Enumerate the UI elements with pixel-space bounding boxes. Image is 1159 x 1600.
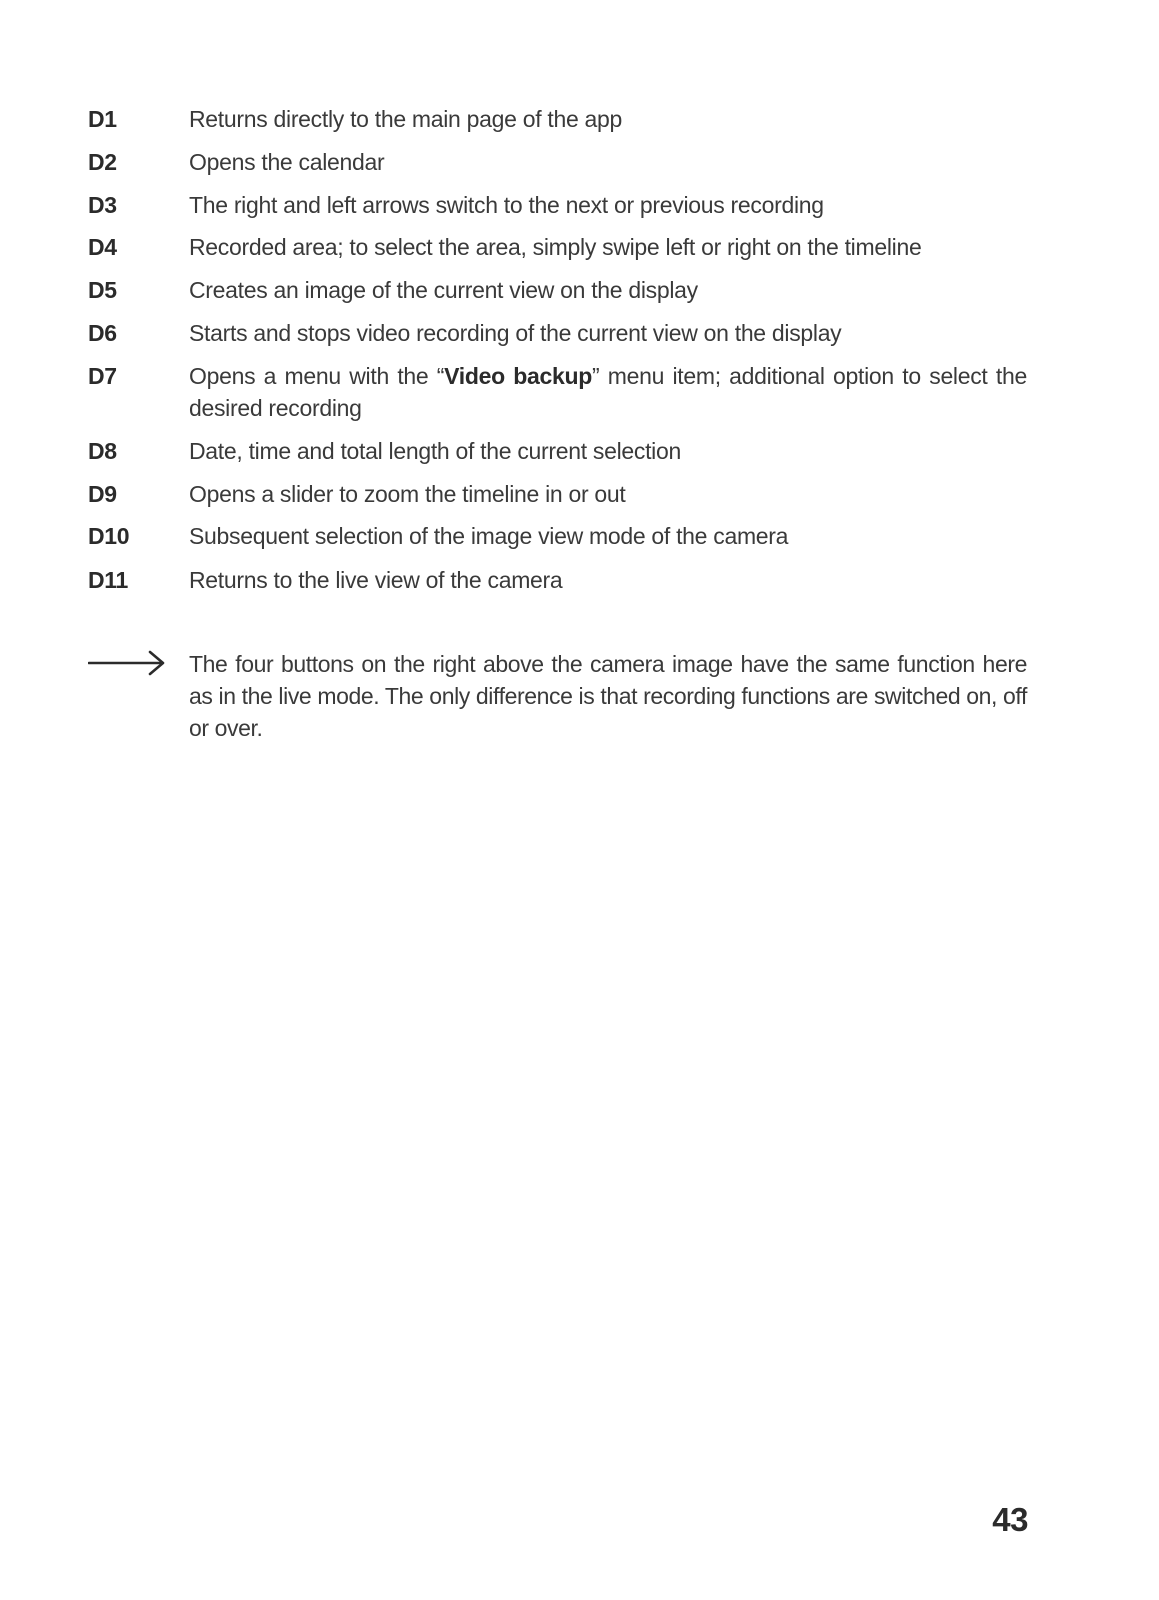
list-item-d5	[88, 274, 1028, 306]
item-description: Returns directly to the main page of the app	[189, 106, 623, 132]
list-item-d3	[88, 189, 1028, 221]
description-text: ” menu item; additional option to select the desired recording	[189, 363, 1027, 421]
item-description: Date, time and total length of the current selection	[189, 438, 681, 464]
item-description: Creates an image of the current view on the display	[189, 277, 698, 303]
item-description: The right and left arrows switch to the next or previous recording	[189, 192, 824, 218]
list-item-d2	[88, 146, 1028, 178]
item-label: D8	[88, 438, 117, 464]
item-description: Opens a slider to zoom the timeline in or out	[189, 481, 626, 507]
item-label: D10	[88, 523, 130, 549]
list-item-d8	[88, 435, 1028, 467]
item-description: Subsequent selection of the image view mode of the camera	[189, 523, 789, 549]
list-item-d10	[88, 520, 1028, 552]
note-text: The four buttons on the right above the camera image have the same function here as in the live mode. The only difference is that recording functions are switched on, off or over.	[189, 651, 1027, 741]
item-description: Recorded area; to select the area, simply swipe left or right on the timeline	[189, 234, 922, 260]
item-description	[189, 360, 1027, 424]
item-label: D6	[88, 320, 117, 346]
arrow-right-icon	[88, 650, 166, 676]
item-label: D5	[88, 277, 117, 303]
item-description: Opens the calendar	[189, 149, 385, 175]
list-item-d4	[88, 231, 1028, 263]
page-number: 43	[992, 1501, 1028, 1538]
list-item-d11	[88, 564, 1028, 596]
item-label: D4	[88, 234, 117, 260]
item-label: D1	[88, 106, 117, 132]
item-label: D7	[88, 363, 117, 389]
item-label: D9	[88, 481, 117, 507]
item-description: Returns to the live view of the camera	[189, 567, 563, 593]
list-item-d6	[88, 317, 1028, 349]
menu-item-name: Video backup	[444, 363, 592, 389]
description-text: Opens a menu with the “	[189, 363, 445, 389]
note-block	[88, 648, 1028, 744]
item-label: D11	[88, 567, 129, 593]
item-description: Starts and stops video recording of the current view on the display	[189, 320, 842, 346]
list-item-d1	[88, 103, 1028, 135]
list-item-d7	[88, 360, 1028, 424]
item-label: D3	[88, 192, 117, 218]
item-label: D2	[88, 149, 117, 175]
list-item-d9	[88, 478, 1028, 510]
